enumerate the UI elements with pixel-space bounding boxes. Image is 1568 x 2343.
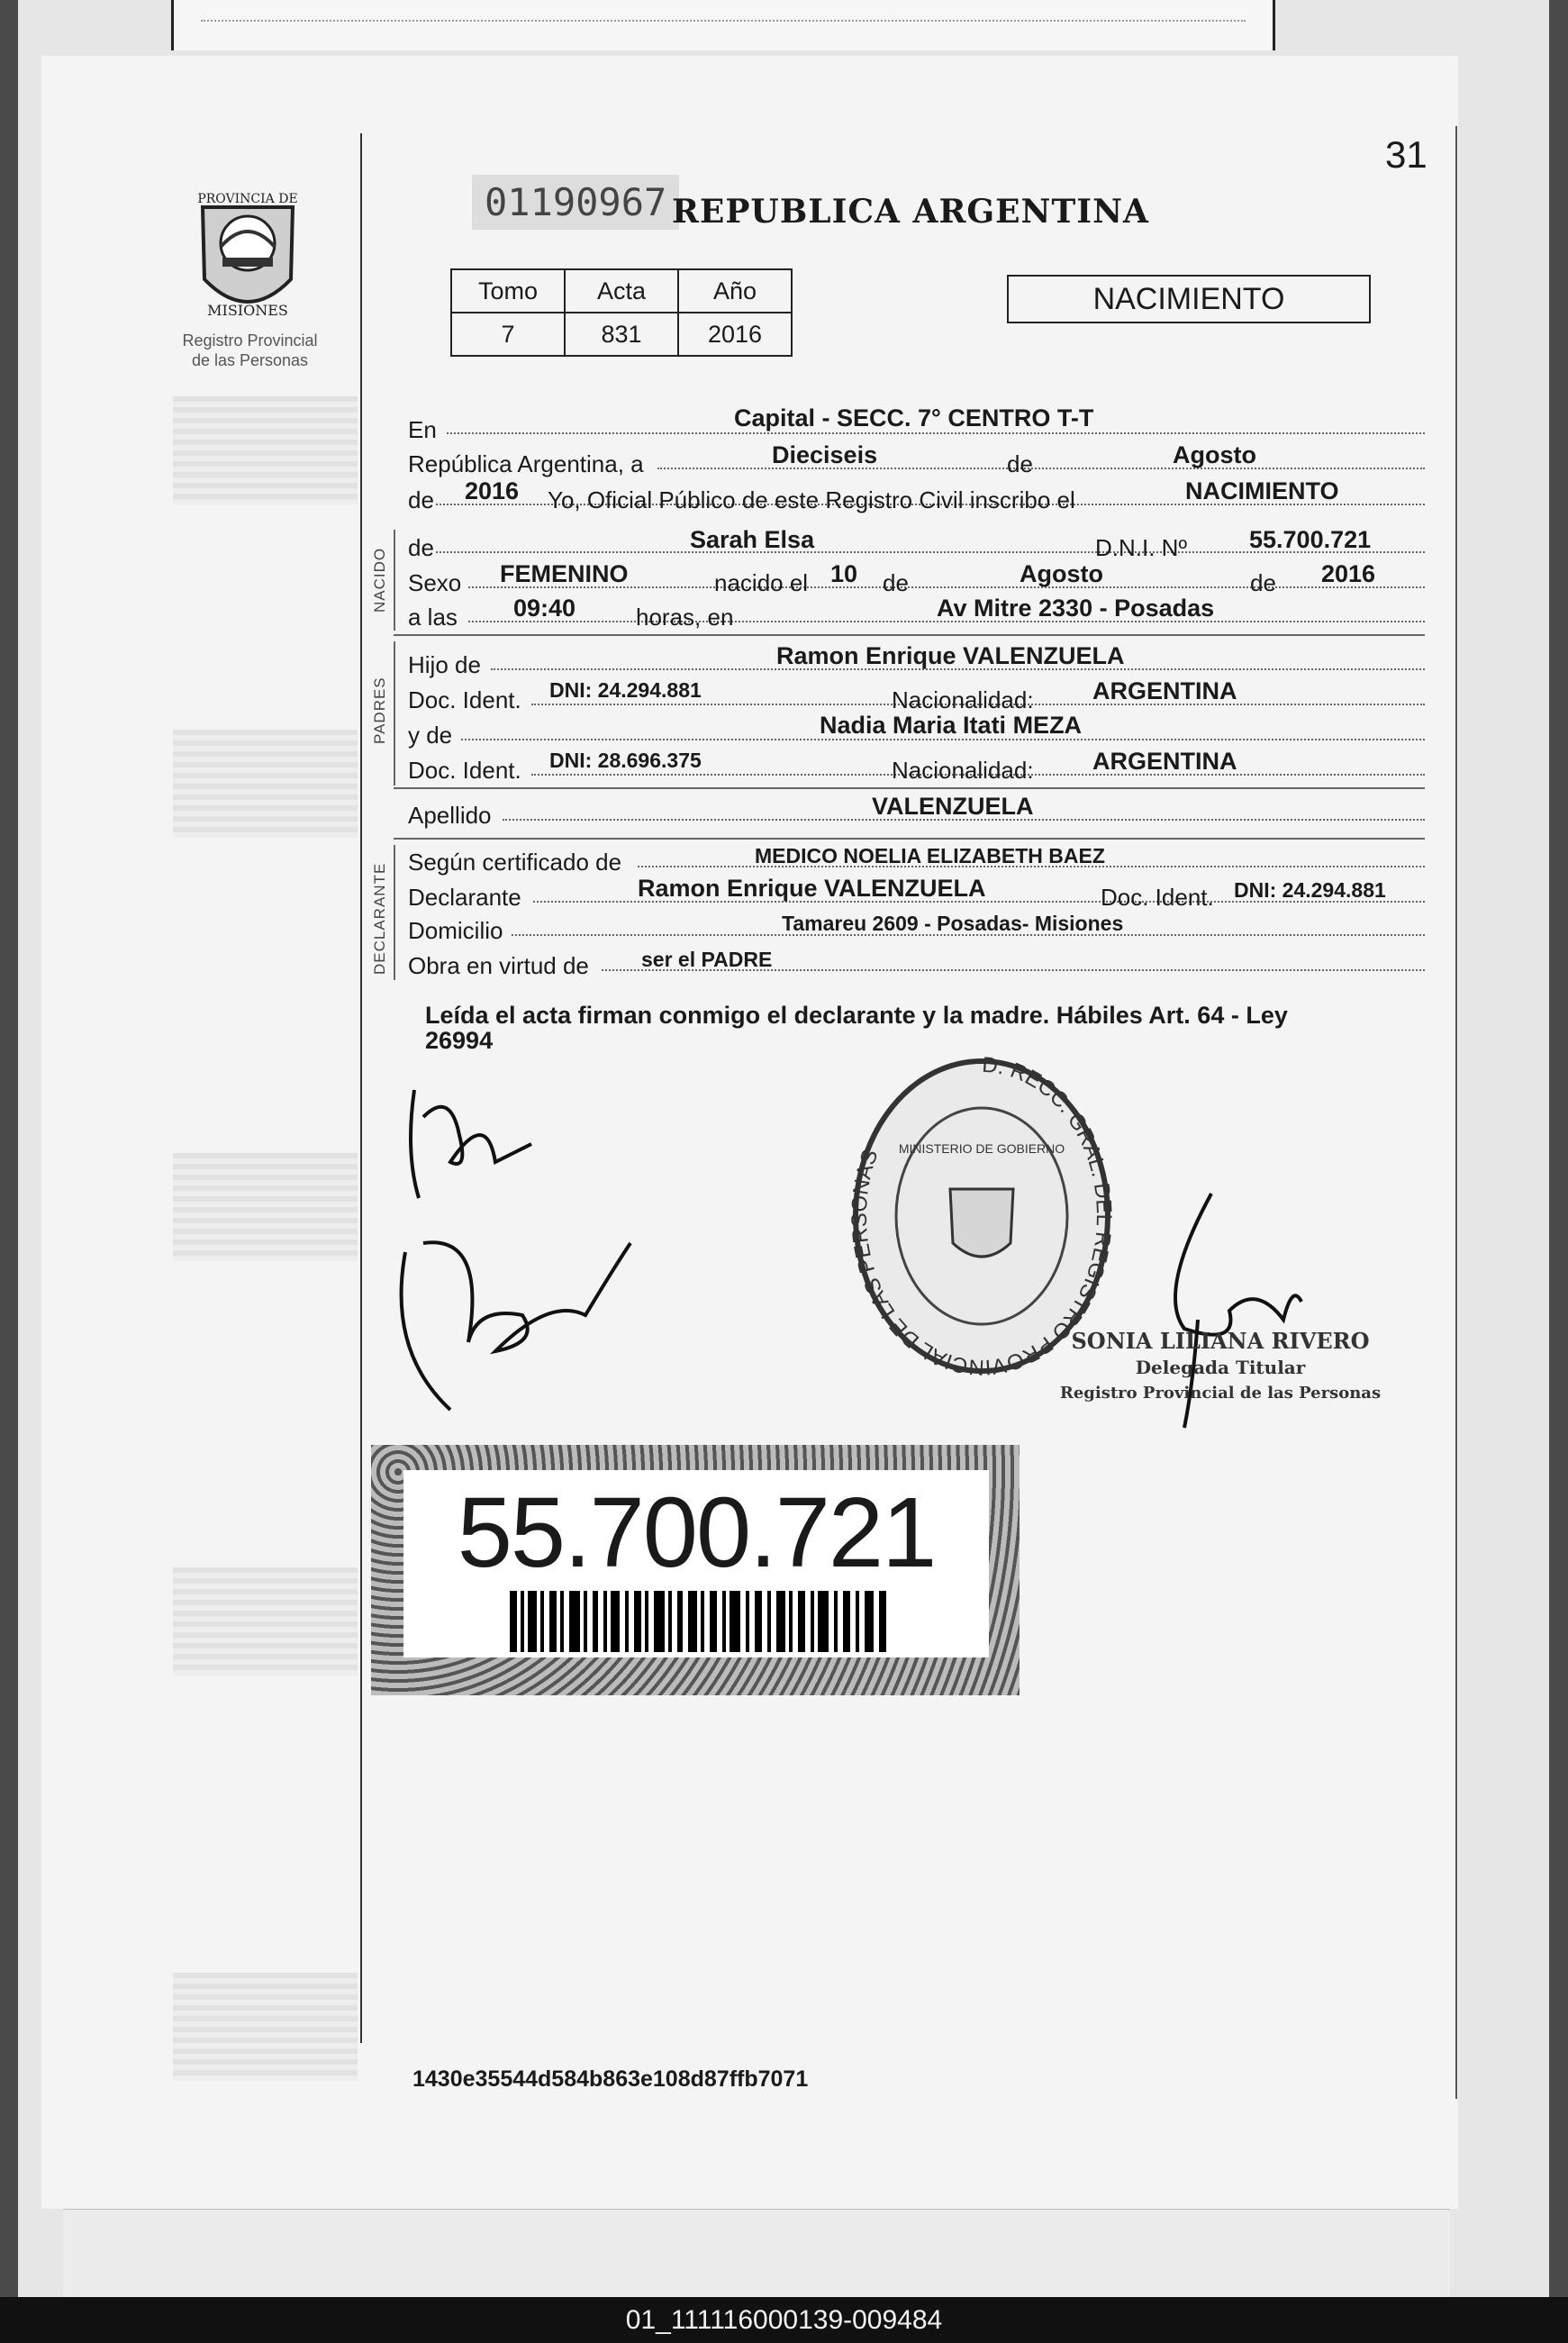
field-certificado: MEDICO NOELIA ELIZABETH BAEZ: [755, 844, 1105, 867]
mother-signature-icon: [387, 1216, 639, 1423]
field-madre-doc: DNI: 28.696.375: [549, 749, 702, 772]
label-oficial: Yo, Oficial Público de este Registro Civil inscribo el: [548, 486, 1075, 513]
field-hora: 09:40: [513, 595, 576, 622]
seal-text-bottom: MISIONES: [207, 302, 288, 319]
registry-value-acta: 831: [565, 313, 678, 356]
document-hash: 1430e35544d584b863e108d87ffb7071: [412, 2066, 809, 2092]
page-number: 31: [1385, 133, 1428, 176]
bleed-through-text: [173, 1567, 358, 1676]
issuer-name-line2: de las Personas: [191, 351, 309, 369]
label-segun: Según certificado de: [408, 849, 622, 876]
label-a-las: a las: [408, 604, 458, 631]
field-declarante-doc: DNI: 24.294.881: [1234, 878, 1386, 902]
registry-value-tomo: 7: [451, 313, 565, 356]
file-caption: 01_111116000139-009484: [0, 2297, 1568, 2343]
stamp-inner-text: MINISTERIO DE GOBIERNO: [898, 1141, 1065, 1156]
field-nombre: Sarah Elsa: [690, 526, 815, 553]
margin-rule: [360, 133, 362, 2043]
dni-number: 55.700.721: [457, 1477, 936, 1588]
field-lugar-nac: Av Mitre 2330 - Posadas: [937, 595, 1215, 622]
registry-header-acta: Acta: [565, 269, 678, 313]
label-doc-ident-padre: Doc. Ident.: [408, 686, 521, 713]
official-office: Registro Provincial de las Personas: [1059, 1384, 1382, 1403]
label-de-month: de: [1007, 450, 1033, 477]
label-de2: de: [883, 569, 909, 596]
label-doc-ident-declarante: Doc. Ident.: [1101, 884, 1214, 911]
dni-label-box: [403, 1470, 989, 1657]
field-lugar: Capital - SECC. 7° CENTRO T-T: [734, 404, 1094, 431]
field-dia-nac: 10: [830, 560, 858, 587]
field-domicilio: Tamareu 2609 - Posadas- Misiones: [782, 912, 1124, 935]
field-apellido: VALENZUELA: [872, 793, 1034, 820]
label-republica: República Argentina, a: [408, 450, 644, 477]
label-doc-ident-madre: Doc. Ident.: [408, 757, 521, 784]
label-sexo: Sexo: [408, 569, 462, 596]
label-declarante: Declarante: [408, 884, 521, 911]
field-padre-nac: ARGENTINA: [1092, 677, 1237, 704]
registry-header-tomo: Tomo: [451, 269, 565, 313]
bleed-through-text: [173, 396, 358, 504]
closing-clause-line2: 26994: [425, 1027, 494, 1054]
field-madre-nac: ARGENTINA: [1092, 748, 1237, 775]
registry-header-anio: Año: [678, 269, 792, 313]
field-declarante: Ramon Enrique VALENZUELA: [638, 875, 986, 902]
label-obra: Obra en virtud de: [408, 952, 589, 979]
bleed-through-text: [173, 730, 358, 838]
margin-rule: [1455, 126, 1457, 2099]
field-sexo: FEMENINO: [500, 560, 629, 587]
field-padre: Ramon Enrique VALENZUELA: [776, 642, 1125, 669]
label-de-name: de: [408, 534, 434, 561]
label-nacionalidad-madre: Nacionalidad:: [892, 757, 1034, 784]
bleed-through-text: [173, 1153, 358, 1261]
label-de-year: de: [408, 486, 434, 513]
label-horas: horas, en: [636, 604, 734, 631]
label-nacionalidad-padre: Nacionalidad:: [892, 686, 1034, 713]
seal-text-top: PROVINCIA DE: [197, 192, 298, 206]
issuer-name-line1: Registro Provincial: [182, 331, 318, 350]
label-hijo-de: Hijo de: [408, 651, 481, 678]
field-mes-nac: Agosto: [1020, 560, 1103, 587]
field-mes: Agosto: [1173, 441, 1256, 468]
label-nacido: nacido el: [714, 569, 809, 596]
side-label-declarante: DECLARANTE: [371, 862, 388, 975]
record-type: NACIMIENTO: [1007, 275, 1371, 323]
official-title: Delegada Titular: [1135, 1357, 1306, 1378]
label-domicilio: Domicilio: [408, 917, 503, 944]
label-en: En: [408, 416, 437, 443]
field-madre: Nadia Maria Itati MEZA: [820, 712, 1083, 739]
barcode-icon: [510, 1591, 888, 1652]
field-dia: Dieciseis: [772, 441, 878, 468]
field-padre-doc: DNI: 24.294.881: [549, 678, 702, 702]
field-anio-nac: 2016: [1321, 560, 1376, 587]
label-y-de: y de: [408, 722, 453, 749]
previous-page-strip: [171, 0, 1275, 50]
label-de3: de: [1250, 569, 1276, 596]
field-anio: 2016: [465, 477, 520, 504]
label-dni: D.N.I. Nº: [1095, 534, 1187, 561]
bleed-through-text: [173, 1973, 358, 2081]
official-name: SONIA LILIANA RIVERO: [1071, 1328, 1370, 1354]
declarant-signature-icon: [396, 1054, 540, 1207]
label-apellido: Apellido: [408, 802, 492, 829]
side-label-padres: PADRES: [371, 677, 388, 744]
serial-number: 01190967: [472, 175, 679, 230]
next-page-edge: [63, 2209, 1450, 2300]
stamp-text: D. RECC. GRAL. DEL REGISTRO PROVINCIAL DE LAS PERSONAS: [847, 1054, 1117, 1378]
document-title: REPUBLICA ARGENTINA: [672, 193, 1149, 231]
provincial-seal-icon: [185, 189, 311, 324]
side-label-nacido: NACIDO: [371, 547, 388, 613]
certificate-sheet: [41, 56, 1458, 2209]
field-acto: NACIMIENTO: [1185, 477, 1339, 504]
field-virtud: ser el PADRE: [641, 948, 773, 971]
registry-table: [450, 268, 793, 357]
registry-value-anio: 2016: [678, 313, 792, 356]
closing-clause-line1: Leída el acta firman conmigo el declarante y la madre. Hábiles Art. 64 - Ley: [425, 1002, 1288, 1029]
field-dni: 55.700.721: [1249, 526, 1372, 553]
